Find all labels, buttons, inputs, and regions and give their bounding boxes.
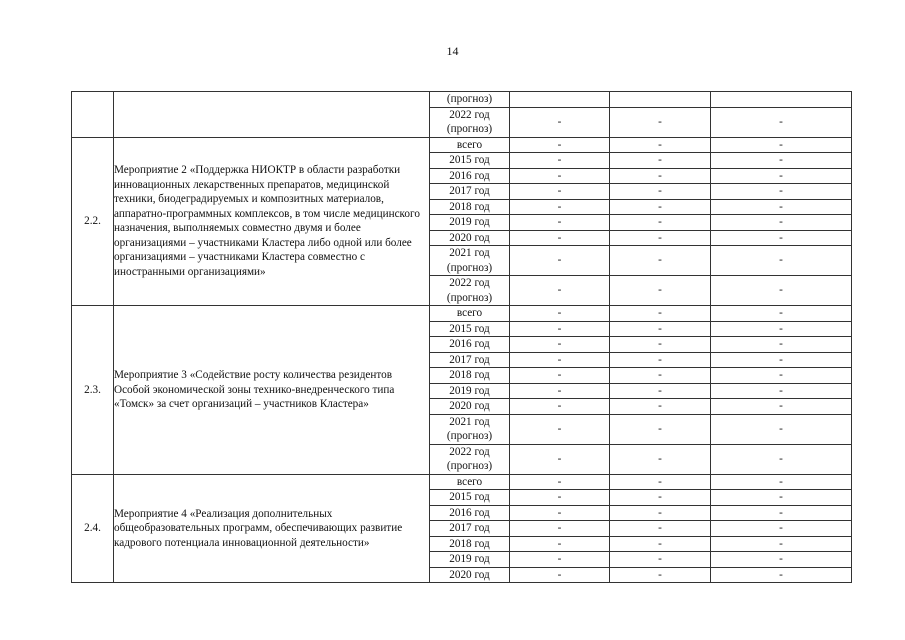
value-cell: - xyxy=(711,352,852,368)
value-cell: - xyxy=(711,567,852,583)
value-cell: - xyxy=(510,199,610,215)
year-cell: всего xyxy=(430,137,510,153)
table-row xyxy=(72,306,852,322)
item-description: Мероприятие 3 «Содействие росту количества резидентов Особой экономической зоны технико-внедренческого типа «Томск» за счет организаций – участников Кластера» xyxy=(114,306,430,475)
year-cell: 2022 год (прогноз) xyxy=(430,276,510,306)
year-cell: 2016 год xyxy=(430,168,510,184)
value-cell: - xyxy=(711,184,852,200)
item-description-cell xyxy=(114,92,430,138)
value-cell: - xyxy=(510,505,610,521)
value-cell: - xyxy=(610,536,711,552)
value-cell: - xyxy=(711,552,852,568)
value-cell: - xyxy=(610,230,711,246)
value-cell: - xyxy=(610,215,711,231)
year-cell: 2019 год xyxy=(430,383,510,399)
value-cell: - xyxy=(711,137,852,153)
value-cell: - xyxy=(610,337,711,353)
year-cell: 2022 год (прогноз) xyxy=(430,444,510,474)
value-cell: - xyxy=(610,383,711,399)
year-cell: 2017 год xyxy=(430,521,510,537)
value-cell: - xyxy=(510,444,610,474)
value-cell: - xyxy=(510,321,610,337)
value-cell: - xyxy=(610,490,711,506)
value-cell: - xyxy=(711,153,852,169)
value-cell: - xyxy=(610,153,711,169)
value-cell: - xyxy=(510,352,610,368)
page-number: 14 xyxy=(446,44,459,58)
value-cell: - xyxy=(711,306,852,322)
value-cell: - xyxy=(510,567,610,583)
value-cell: - xyxy=(610,168,711,184)
value-cell: - xyxy=(510,306,610,322)
value-cell: - xyxy=(510,368,610,384)
value-cell: - xyxy=(711,383,852,399)
item-description: Мероприятие 2 «Поддержка НИОКТР в области разработки инновационных лекарственных препаратов, медицинской техники, биодеградируемых и композитных материалов, аппаратно-программных комплексов, в том числе медицинского назначения, выполняемых совместно двумя и более организациями – участниками Кластера либо одной или более организациями – участниками Кластера совместно с иностранными организациями» xyxy=(114,137,430,306)
year-cell: 2017 год xyxy=(430,352,510,368)
year-cell: (прогноз) xyxy=(430,92,510,108)
value-cell: - xyxy=(610,137,711,153)
value-cell: - xyxy=(711,521,852,537)
value-cell: - xyxy=(711,505,852,521)
value-cell: - xyxy=(610,107,711,137)
value-cell: - xyxy=(510,107,610,137)
value-cell: - xyxy=(711,536,852,552)
item-number: 2.2. xyxy=(72,137,114,306)
year-cell: 2021 год (прогноз) xyxy=(430,246,510,276)
value-cell: - xyxy=(610,368,711,384)
year-cell: всего xyxy=(430,474,510,490)
year-cell: 2022 год (прогноз) xyxy=(430,107,510,137)
year-cell: 2017 год xyxy=(430,184,510,200)
year-cell: 2015 год xyxy=(430,153,510,169)
value-cell: - xyxy=(610,399,711,415)
value-cell xyxy=(711,92,852,108)
year-cell: 2018 год xyxy=(430,368,510,384)
value-cell: - xyxy=(510,414,610,444)
value-cell: - xyxy=(510,230,610,246)
value-cell: - xyxy=(610,552,711,568)
value-cell: - xyxy=(610,414,711,444)
value-cell: - xyxy=(510,153,610,169)
item-number-cell xyxy=(72,92,114,138)
value-cell: - xyxy=(510,474,610,490)
value-cell: - xyxy=(610,306,711,322)
year-cell: 2015 год xyxy=(430,490,510,506)
value-cell: - xyxy=(610,505,711,521)
value-cell: - xyxy=(510,276,610,306)
value-cell: - xyxy=(510,490,610,506)
year-cell: 2016 год xyxy=(430,505,510,521)
value-cell: - xyxy=(711,474,852,490)
value-cell: - xyxy=(510,521,610,537)
value-cell: - xyxy=(510,552,610,568)
value-cell: - xyxy=(711,414,852,444)
value-cell: - xyxy=(510,137,610,153)
value-cell: - xyxy=(510,337,610,353)
value-cell xyxy=(510,92,610,108)
value-cell: - xyxy=(711,444,852,474)
value-cell: - xyxy=(510,246,610,276)
table-row xyxy=(72,92,852,108)
value-cell: - xyxy=(510,184,610,200)
item-number: 2.4. xyxy=(72,474,114,583)
value-cell: - xyxy=(610,246,711,276)
value-cell: - xyxy=(610,184,711,200)
value-cell: - xyxy=(610,321,711,337)
value-cell: - xyxy=(510,399,610,415)
value-cell: - xyxy=(610,567,711,583)
value-cell: - xyxy=(711,321,852,337)
value-cell: - xyxy=(510,215,610,231)
value-cell: - xyxy=(610,444,711,474)
table-row xyxy=(72,137,852,153)
year-cell: 2020 год xyxy=(430,230,510,246)
value-cell: - xyxy=(711,337,852,353)
value-cell: - xyxy=(510,536,610,552)
year-cell: 2018 год xyxy=(430,199,510,215)
year-cell: 2015 год xyxy=(430,321,510,337)
item-number: 2.3. xyxy=(72,306,114,475)
year-cell: 2020 год xyxy=(430,399,510,415)
value-cell: - xyxy=(711,215,852,231)
value-cell: - xyxy=(610,199,711,215)
year-cell: 2018 год xyxy=(430,536,510,552)
year-cell: 2019 год xyxy=(430,215,510,231)
item-description: Мероприятие 4 «Реализация дополнительных общеобразовательных программ, обеспечивающих развитие кадрового потенциала инновационной деятельности» xyxy=(114,474,430,583)
value-cell: - xyxy=(610,474,711,490)
value-cell xyxy=(610,92,711,108)
value-cell: - xyxy=(711,276,852,306)
year-cell: 2020 год xyxy=(430,567,510,583)
year-cell: всего xyxy=(430,306,510,322)
value-cell: - xyxy=(711,368,852,384)
value-cell: - xyxy=(510,168,610,184)
value-cell: - xyxy=(510,383,610,399)
year-cell: 2016 год xyxy=(430,337,510,353)
value-cell: - xyxy=(610,276,711,306)
value-cell: - xyxy=(711,490,852,506)
value-cell: - xyxy=(711,107,852,137)
value-cell: - xyxy=(610,352,711,368)
value-cell: - xyxy=(711,399,852,415)
value-cell: - xyxy=(711,199,852,215)
year-cell: 2021 год (прогноз) xyxy=(430,414,510,444)
value-cell: - xyxy=(711,246,852,276)
table-row xyxy=(72,474,852,490)
program-table xyxy=(71,91,852,583)
value-cell: - xyxy=(711,230,852,246)
value-cell: - xyxy=(711,168,852,184)
year-cell: 2019 год xyxy=(430,552,510,568)
value-cell: - xyxy=(610,521,711,537)
